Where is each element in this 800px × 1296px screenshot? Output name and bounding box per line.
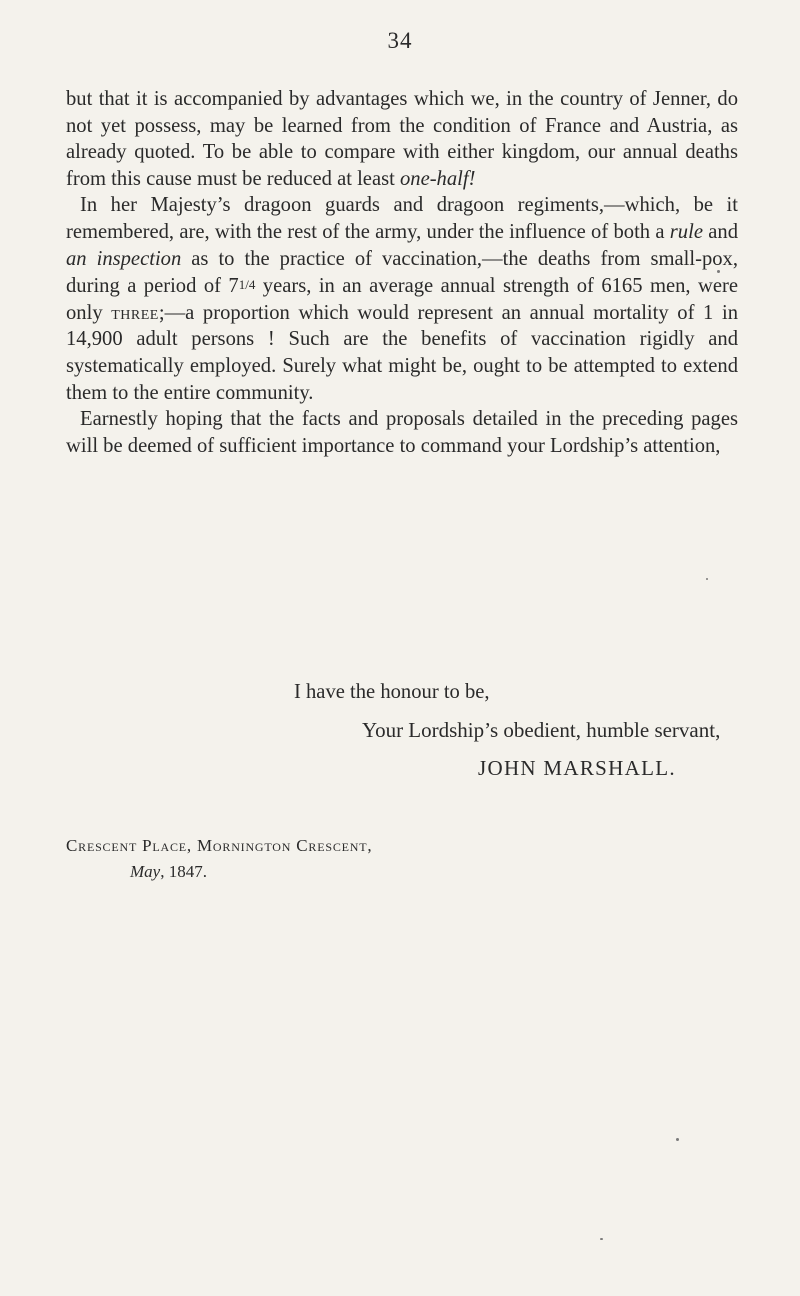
paragraph-1 bbox=[66, 86, 738, 192]
emphasis-one-half: one-half bbox=[399, 167, 469, 190]
letter-body bbox=[66, 86, 738, 459]
emphasis-rule: rule bbox=[669, 220, 703, 243]
paragraph-2-text-d: years, in an average annual strength of 6165 men, were only bbox=[66, 275, 738, 324]
paper-speck bbox=[706, 578, 708, 580]
fraction-quarter: 1/4 bbox=[238, 277, 256, 293]
paragraph-1-text-a: but that it is accompanied by advantages which we, in the country of Jenner, do not yet possess, may be learned from the condition of France and Austria, as already quoted. To be able to compare with either kingdom, our annual deaths from this cause must be reduced at least bbox=[66, 88, 738, 190]
emphasis-inspection: an inspection bbox=[66, 247, 182, 270]
paper-speck bbox=[676, 1138, 679, 1141]
paragraph-2-text-e: ;—a proportion which would represent an annual mortality of 1 in 14,900 adult persons ! Such are the benefits of vaccination rigidly and systematically employed. Surely what might be, ought to be attempted to extend them to the entire community. bbox=[66, 301, 738, 404]
date-year: , 1847. bbox=[160, 862, 207, 881]
paragraph-1-text-b: ! bbox=[468, 167, 476, 190]
smallcaps-three: three bbox=[111, 301, 159, 324]
paper-speck bbox=[717, 270, 720, 273]
paragraph-2-text-b: and bbox=[702, 220, 738, 243]
paragraph-3: Earnestly hoping that the facts and proposals detailed in the preceding pages will be deemed of sufficient importance to command your Lordship’s attention, bbox=[66, 408, 738, 457]
address-line: Crescent Place, Mornington Crescent, bbox=[66, 836, 373, 855]
closing-line-2: Your Lordship’s obedient, humble servant, bbox=[362, 718, 721, 742]
paragraph-2-text-c: as to the practice of vaccination,—the deaths from small-pox, during a period of 7 bbox=[66, 247, 738, 298]
date-line bbox=[130, 862, 207, 882]
paragraph-2 bbox=[66, 192, 738, 406]
closing-line-1: I have the honour to be, bbox=[294, 681, 490, 703]
paper-speck bbox=[600, 1238, 603, 1240]
date-month: May bbox=[130, 862, 161, 881]
signature: JOHN MARSHALL. bbox=[478, 756, 676, 780]
page-number: 34 bbox=[387, 28, 413, 53]
paragraph-2-text-a: In her Majesty’s dragoon guards and dragoon regiments,—which, be it remembered, are, with the rest of the army, under the influence of both a bbox=[66, 194, 738, 243]
